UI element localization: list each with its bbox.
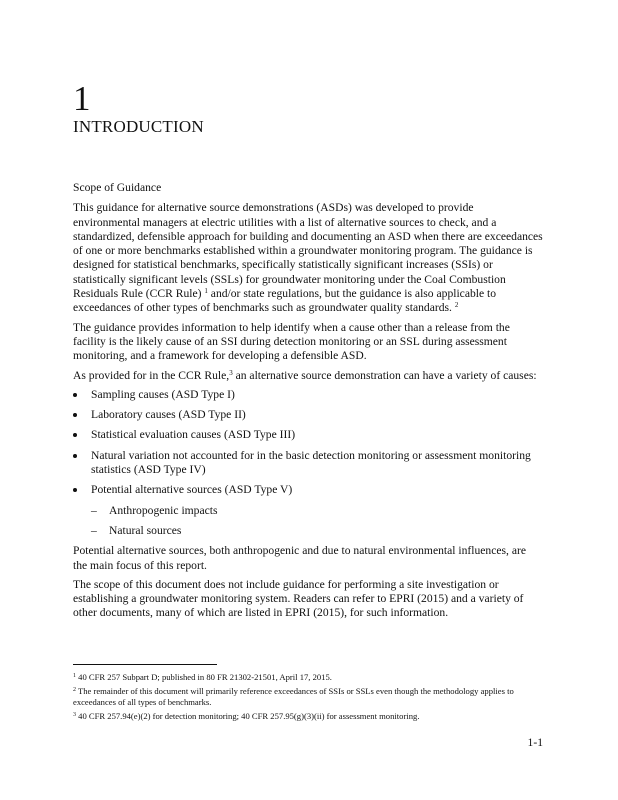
dash-icon: –: [91, 523, 97, 537]
bullet-icon: [73, 393, 77, 397]
footnote-number: 2: [73, 687, 76, 693]
body-text: [73, 181, 543, 626]
list-item: [73, 483, 543, 538]
footnote-number: 3: [73, 712, 76, 718]
sub-causes-list: [91, 504, 543, 539]
list-item: [73, 428, 543, 442]
paragraph-scope: The scope of this document does not include guidance for performing a site investigation or establishing a groundwater monitoring system. Readers can refer to EPRI (2015) and a variety of other documents, many of which are listed in EPRI (2015), for such information.: [73, 577, 524, 620]
chapter-number: 1: [73, 79, 91, 118]
paragraph-purpose: The guidance provides information to help identify when a cause other than a release from the facility is the likely cause of an SSI during detection monitoring or an SSL during assessment monitoring, and a framework for developing a defensible ASD.: [73, 320, 510, 363]
bullet-icon: [73, 454, 77, 458]
page-number: 1-1: [527, 736, 543, 749]
list-item-text: Laboratory causes (ASD Type II): [91, 408, 246, 422]
list-item-text: Potential alternative sources (ASD Type V): [91, 483, 293, 497]
list-item: [73, 449, 543, 478]
paragraph-causes-end: an alternative source demonstration can have a variety of causes:: [232, 368, 537, 382]
sub-list-item-text: Natural sources: [109, 523, 182, 537]
bullet-icon: [73, 488, 77, 492]
footnote-ref-3: 3: [229, 368, 233, 377]
paragraph-focus: Potential alternative sources, both anthropogenic and due to natural environmental influences, are the main focus of this report.: [73, 544, 526, 572]
chapter-title: INTRODUCTION: [73, 117, 204, 136]
list-item-text: Sampling causes (ASD Type I): [91, 387, 235, 401]
footnote-divider: [73, 664, 217, 665]
section-heading: Scope of Guidance: [73, 181, 162, 194]
list-item: [73, 388, 543, 402]
bullet-icon: [73, 413, 77, 417]
list-item-text: Statistical evaluation causes (ASD Type III): [91, 428, 296, 442]
sub-list-item-text: Anthropogenic impacts: [109, 503, 218, 517]
list-item: [73, 408, 543, 422]
footnote-ref-1: 1: [204, 287, 208, 296]
footnote-number: 1: [73, 673, 76, 679]
footnote-text: 40 CFR 257 Subpart D; published in 80 FR 21302-21501, April 17, 2015.: [76, 672, 332, 682]
list-item-text: Natural variation not accounted for in the basic detection monitoring or assessment monitoring statistics (ASD Type IV): [91, 448, 531, 477]
footnote: [73, 686, 543, 708]
footnote: [73, 672, 543, 683]
paragraph-causes-start: As provided for in the CCR Rule,: [73, 368, 230, 382]
footnote-text: The remainder of this document will primarily reference exceedances of SSIs or SSLs even though the methodology applies to exceedances of all types of benchmarks.: [73, 686, 514, 707]
paragraph-intro-tail: and/or state regulations, but the guidance is also applicable to exceedances of other types of benchmarks such as groundwater quality standards.: [73, 287, 497, 315]
footnote-ref-2: 2: [454, 301, 459, 310]
paragraph-intro-text: This guidance for alternative source demonstrations (ASDs) was developed to provide environmental managers at electric utilities with a list of alternative sources to check, and a standardized, defensible approach for building and documenting an ASD when there are exceedances of one or more benchmarks established within a groundwater monitoring program. The guidance is designed for statistical benchmarks, specifically statistically significant increases (SSIs) or statistically significant levels (SSLs) for groundwater monitoring under the Coal Combustion Residuals Rule (CCR Rule): [73, 201, 543, 301]
footnotes: [73, 672, 543, 725]
footnote: [73, 711, 543, 722]
dash-icon: –: [91, 503, 97, 517]
sub-list-item: [91, 524, 543, 538]
footnote-text: 40 CFR 257.94(e)(2) for detection monitoring; 40 CFR 257.95(g)(3)(ii) for assessment monitoring.: [76, 711, 420, 721]
causes-list: [73, 388, 543, 538]
sub-list-item: [91, 504, 543, 518]
bullet-icon: [73, 433, 77, 437]
paragraph-intro: [73, 201, 543, 315]
paragraph-causes-intro: [73, 369, 543, 383]
